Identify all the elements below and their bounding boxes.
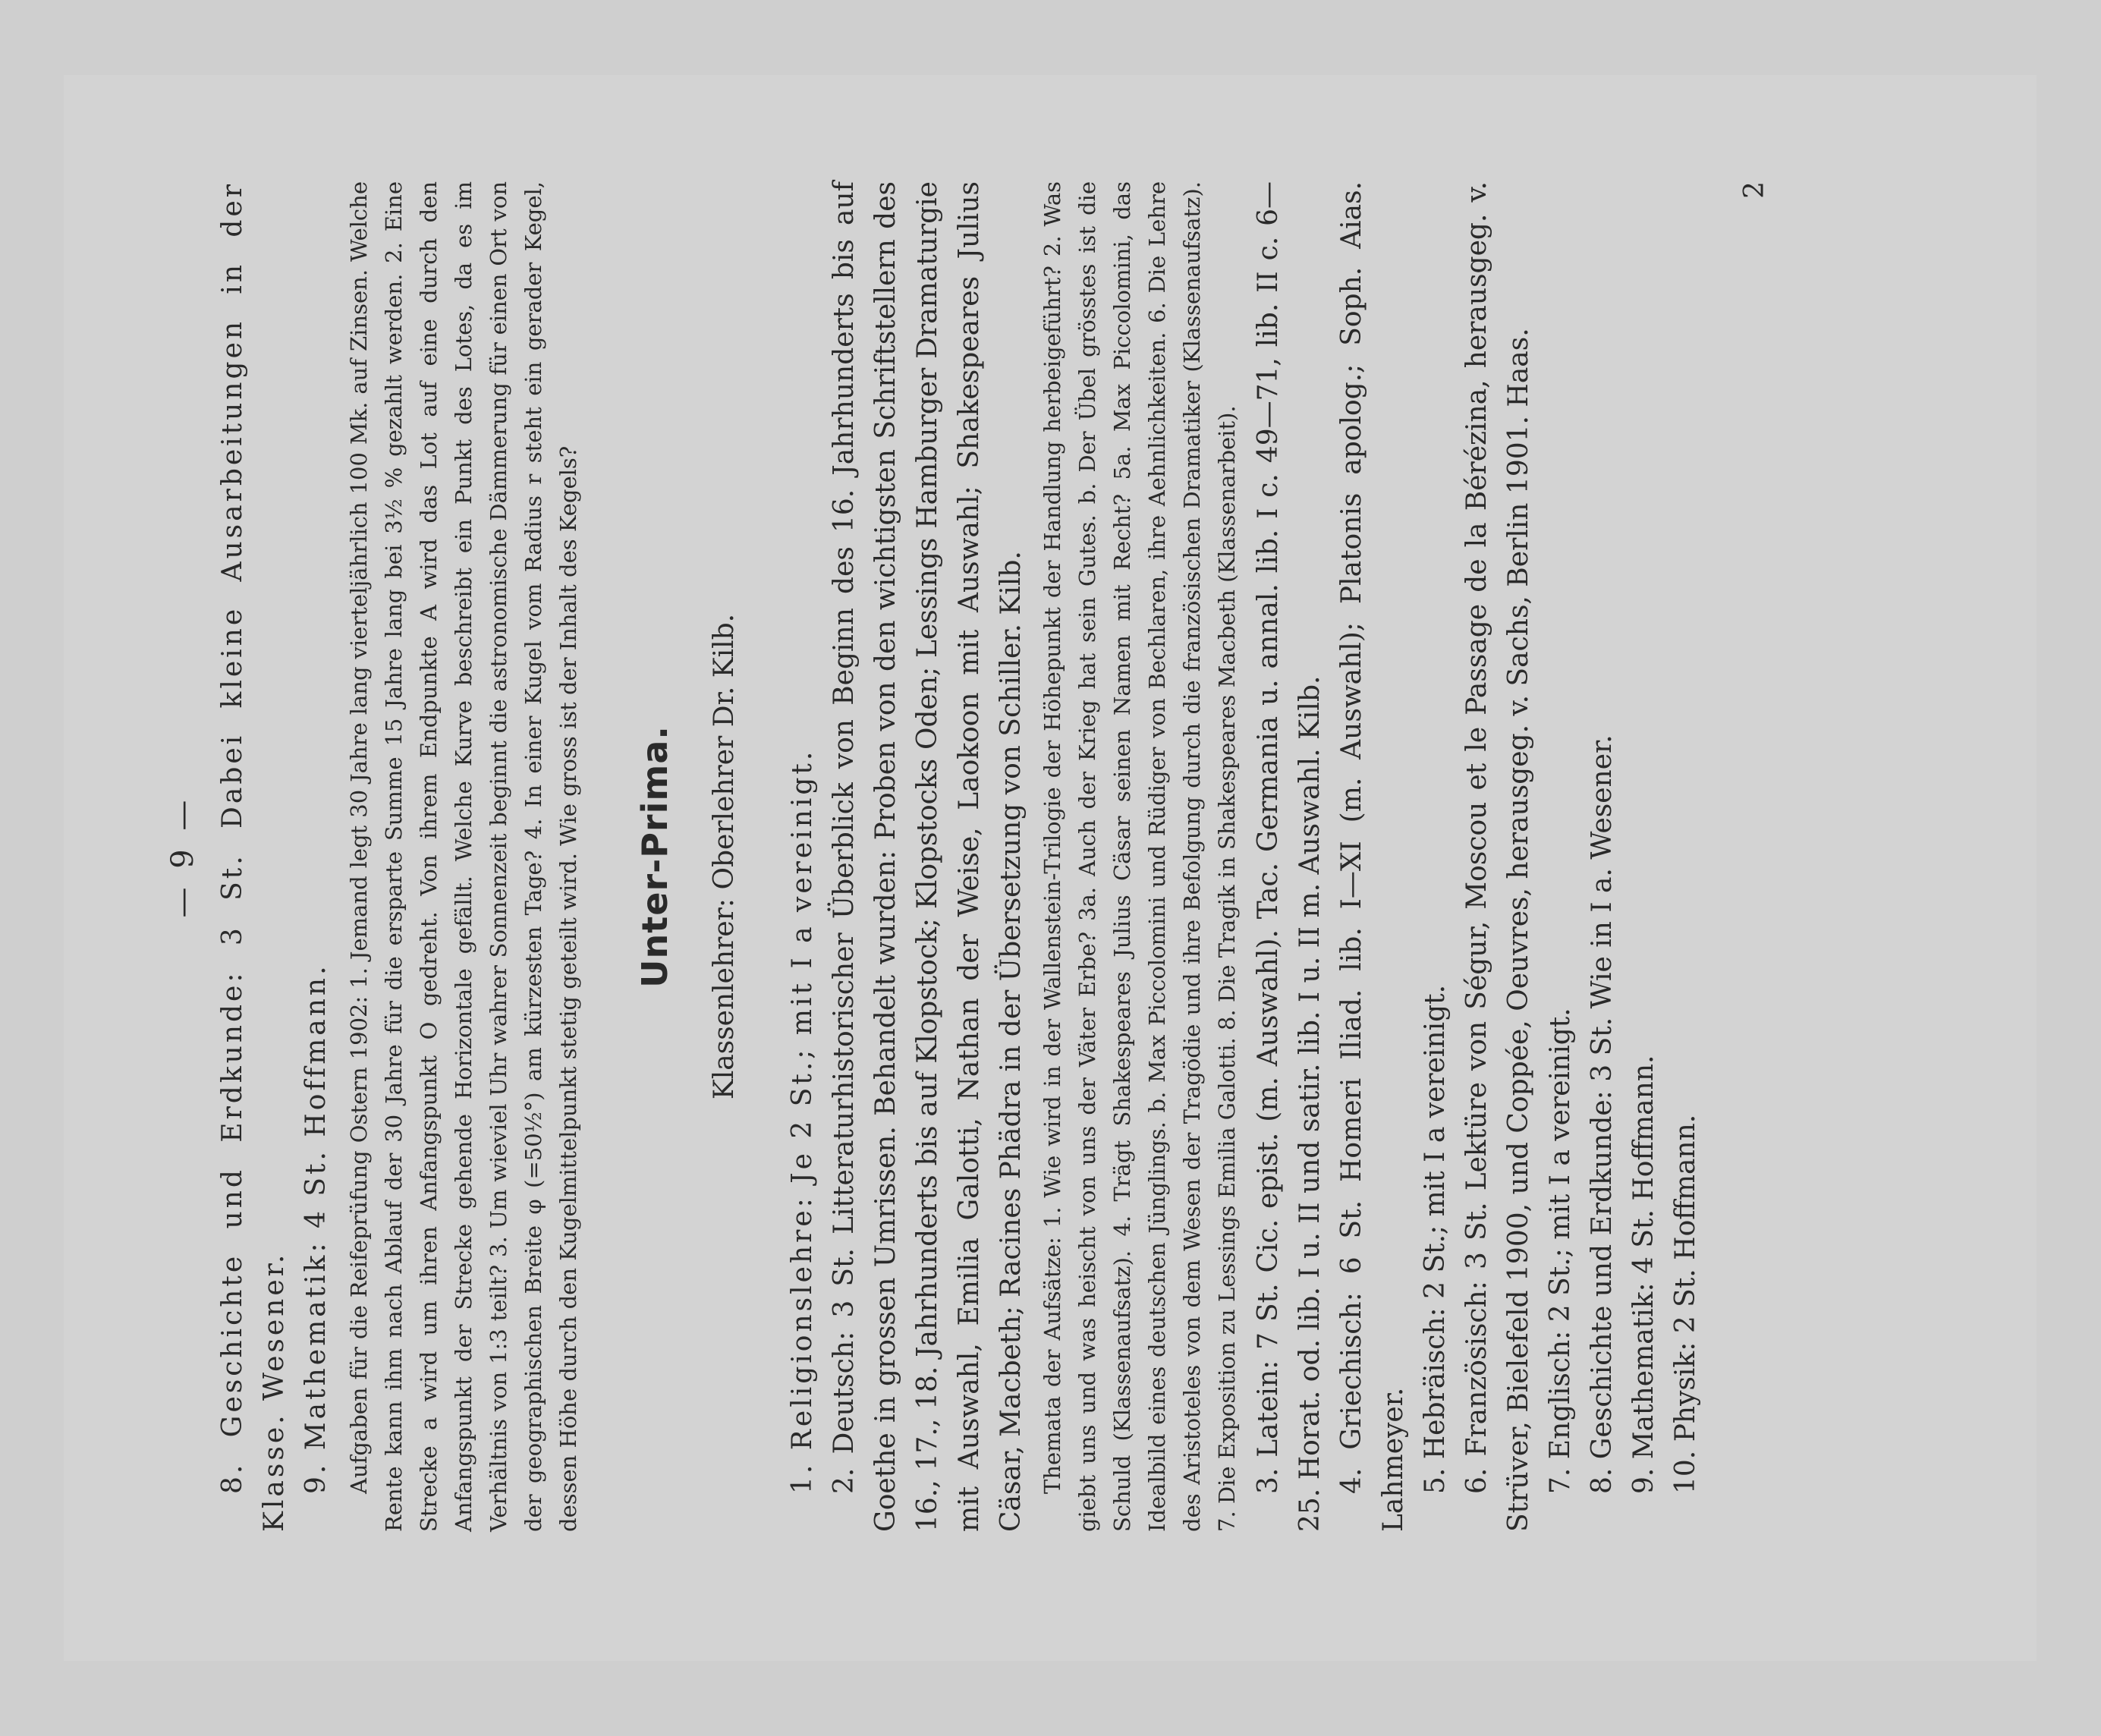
document-page: [64, 75, 2037, 1661]
item-geschichte-erdkunde: 8. Geschichte und Erdkunde: 3 St. Dabei kleine Ausarbeitungen in der Klasse. Wesener.: [217, 181, 290, 1532]
item-griechisch: 4. Griechisch: 6 St. Homeri Iliad. lib. I—XI (m. Auswahl); Platonis apolog.; Soph. Aias. Lahmeyer.: [1336, 181, 1409, 1532]
item-geschichte-erdkunde-2: 8. Geschichte und Erdkunde: 3 St. Wie in I a. Wesener.: [1587, 734, 1618, 1494]
themata-aufsaetze: Themata der Aufsätze: 1. Wie wird in der Wallenstein-Trilogie der Höhepunkt der Handlung herbeigeführt? 2. Was giebt uns und was heischt von uns der Väter Erbe? 3a. Auch der Krieg hat sein Gutes. b. Der Übel grösstes ist die Schuld (Klassenaufsatz). 4. Trägt Shakespeares Julius Cäsar seinen Namen mit Recht? 5a. Max Piccolomini, das Idealbild eines deutschen Jünglings. b. Max Piccolomini und Rüdiger von Bechlaren, ihre Aehnlichkeiten. 6. Die Lehre des Aristoteles von dem Wesen der Tragödie und ihre Befolgung durch die französischen Dramatiker (Klassenaufsatz). 7. Die Exposition zu Lessings Emilia Galotti. 8. Die Tragik in Shakespeares Macbeth (Klassenarbeit).: [1039, 181, 1240, 1532]
class-teacher: Klassenlehrer: Oberlehrer Dr. Kilb.: [709, 613, 740, 1100]
item-hebraeisch: 5. Hebräisch: 2 St.; mit I a vereinigt.: [1420, 984, 1451, 1494]
page-number: — 9 —: [165, 795, 200, 918]
aufgaben-reifepruefung: Aufgaben für die Reifeprüfung Ostern 1902: 1. Jemand legt 30 Jahre lang vierteljährlich 100 Mk. auf Zinsen. Welche Rente kann ihm nach Ablauf der 30 Jahre für die ersparte Summe 15 Jahre lang bei 3½ % gezahlt werden. 2. Eine Strecke a wird um ihren Anfangspunkt O gedreht. Von ihrem Endpunkte A wird das Lot auf eine durch den Anfangspunkt der Strecke gehende Horizontale gefällt. Welche Kurve beschreibt ein Punkt des Lotes, da es im Verhältnis von 1:3 teilt? 3. Um wieviel Uhr wahrer Sonnenzeit beginnt die astronomische Dämmerung für einen Ort von der geographischen Breite φ (=50½°) am kürzesten Tage? 4. In einer Kugel vom Radius r steht ein gerader Kegel, dessen Höhe durch den Kugelmittelpunkt stetig geteilt wird. Wie gross ist der Inhalt des Kegels?: [346, 181, 581, 1532]
item-mathematik-2: 9. Mathematik: 4 St. Hoffmann.: [1628, 1055, 1659, 1494]
item-deutsch: 2. Deutsch: 3 St. Litteraturhistorischer Überblick von Beginn des 16. Jahrhunderts bis auf Goethe in grossen Umrissen. Behandelt wurden: Proben von den wichtigsten Schriftstellern des 16., 17., 18. Jahrhunderts bis auf Klopstock; Klopstocks Oden; Lessings Hamburger Dramaturgie mit Auswahl, Emilia Galotti, Nathan der Weise, Laokoon mit Auswahl; Shakespeares Julius Cäsar, Macbeth; Racines Phädra in der Übersetzung von Schiller. Kilb.: [829, 181, 1027, 1532]
item-physik: 10. Physik: 2 St. Hoffmann.: [1670, 1114, 1701, 1494]
item-latein: 3. Latein: 7 St. Cic. epist. (m. Auswahl). Tac. Germania u. annal. lib. I c. 49—71, lib. II c. 6—25. Horat. od. lib. I u. II und satir. lib. I u. II m. Auswahl. Kilb.: [1253, 181, 1326, 1532]
item-franzoesisch: 6. Französisch: 3 St. Lektüre von Ségur, Moscou et le Passage de la Bérézina, herausgeg. v. Strüver, Bielefeld 1900, und Coppée, Oeuvres, herausgeg. v. Sachs, Berlin 1901. Haas.: [1461, 181, 1534, 1532]
item-englisch: 7. Englisch: 2 St.; mit I a vereinigt.: [1545, 1008, 1576, 1494]
section-title: Unter-Prima.: [634, 725, 675, 988]
signature-mark: 2: [1739, 181, 1770, 199]
item-religionslehre: 1. Religionslehre: Je 2 St.; mit I a vereinigt.: [787, 748, 818, 1494]
item-mathematik: 9. Mathematik: 4 St. Hoffmann.: [300, 963, 332, 1494]
